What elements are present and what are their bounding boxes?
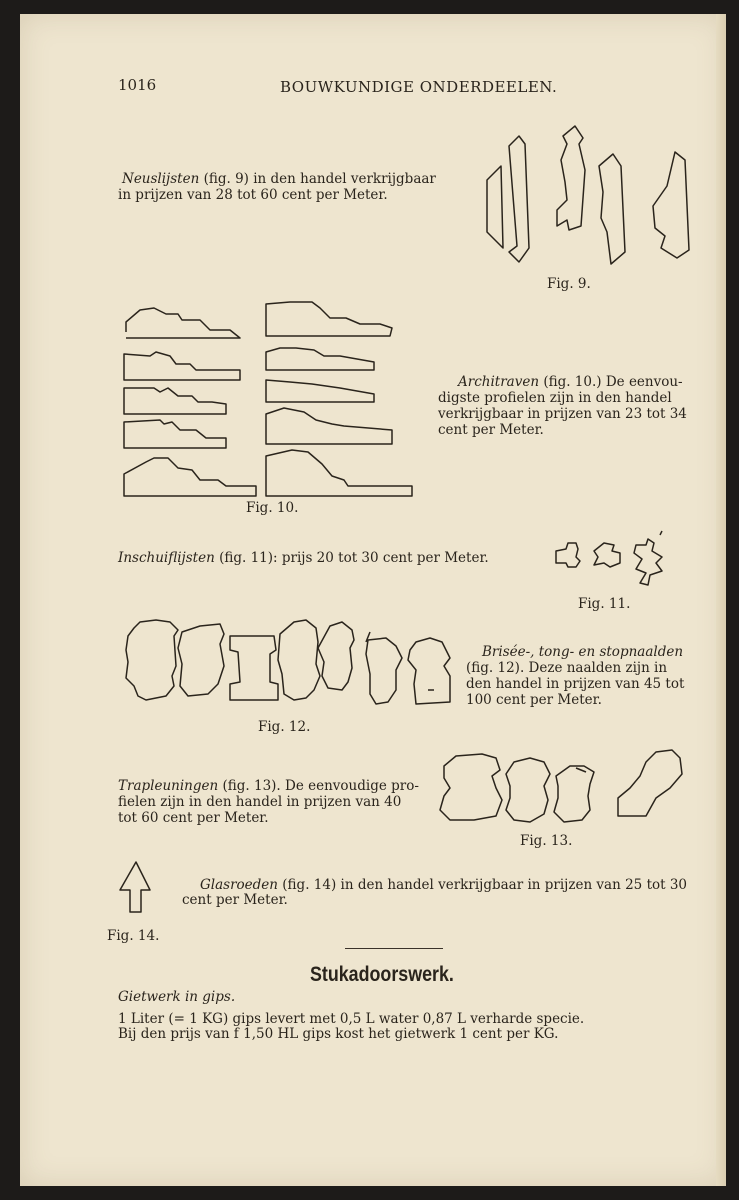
fig11-caption: Fig. 11.	[578, 596, 631, 612]
fig12-term: Brisée-, tong- en stopnaalden	[482, 644, 684, 660]
fig9-caption: Fig. 9.	[547, 276, 591, 292]
section-divider	[345, 948, 443, 949]
fig13-text-line2: fielen zijn in den handel in prijzen van 40	[118, 794, 402, 810]
fig14-text-line1	[200, 878, 687, 893]
fig11-insert-profiles	[550, 529, 700, 594]
fig12-text-line3: 100 cent per Meter.	[466, 692, 602, 708]
section-subheading: Gietwerk in gips.	[118, 989, 236, 1005]
fig12-caption: Fig. 12.	[258, 719, 311, 735]
fig9-term: Neuslijsten	[122, 171, 200, 187]
fig12-text-line2: den handel in prijzen van 45 tot	[466, 676, 685, 692]
fig13-term: Trapleuningen	[118, 778, 219, 794]
fig10-line1: (fig. 10.) De eenvou-	[543, 374, 683, 390]
fig10-term: Architraven	[458, 374, 540, 390]
fig14-text-line2: cent per Meter.	[182, 892, 288, 908]
fig10-text-line1	[458, 375, 683, 390]
fig9-text-line2: in prijzen van 28 tot 60 cent per Meter.	[118, 187, 388, 203]
fig10-caption: Fig. 10.	[246, 500, 299, 516]
fig10-architrave-profiles	[120, 284, 420, 494]
fig13-text-line1	[118, 779, 419, 794]
fig9-line1: (fig. 9) in den handel verkrijgbaar	[203, 171, 436, 187]
fig14-caption: Fig. 14.	[107, 928, 160, 944]
fig14-glazing-bar-profile	[116, 856, 166, 918]
fig14-term: Glasroeden	[200, 877, 278, 893]
fig12-needle-profiles	[120, 604, 450, 704]
page-number: 1016	[118, 76, 157, 94]
running-title: BOUWKUNDIGE ONDERDEELEN.	[280, 78, 558, 96]
page-edge	[716, 14, 726, 1186]
fig9-text-line1	[122, 172, 436, 187]
fig13-text-line3: tot 60 cent per Meter.	[118, 810, 269, 826]
fig10-text-line4: cent per Meter.	[438, 422, 544, 438]
fig10-text-line2: digste profielen zijn in den handel	[438, 390, 672, 406]
fig11-term: Inschuiflijsten	[118, 550, 215, 566]
fig12-text-line1: (fig. 12). Deze naalden zijn in	[466, 660, 668, 676]
fig9-moulding-profiles	[475, 122, 700, 274]
section-text-line1: 1 Liter (= 1 KG) gips levert met 0,5 L water 0,87 L verharde specie.	[118, 1011, 585, 1027]
book-page	[20, 14, 726, 1186]
fig14-line1: (fig. 14) in den handel verkrijgbaar in prijzen van 25 tot 30	[282, 877, 688, 893]
fig13-line1: (fig. 13). De eenvoudige pro-	[222, 778, 419, 794]
fig10-text-line3: verkrijgbaar in prijzen van 23 tot 34	[438, 406, 687, 422]
fig13-handrail-profiles	[430, 734, 710, 834]
fig13-caption: Fig. 13.	[520, 833, 573, 849]
section-heading: Stukadoorswerk.	[310, 963, 454, 986]
section-text-line2: Bij den prijs van f 1,50 HL gips kost het gietwerk 1 cent per KG.	[118, 1026, 559, 1042]
fig11-line: (fig. 11): prijs 20 tot 30 cent per Meter.	[219, 550, 489, 566]
fig11-text	[118, 551, 489, 566]
